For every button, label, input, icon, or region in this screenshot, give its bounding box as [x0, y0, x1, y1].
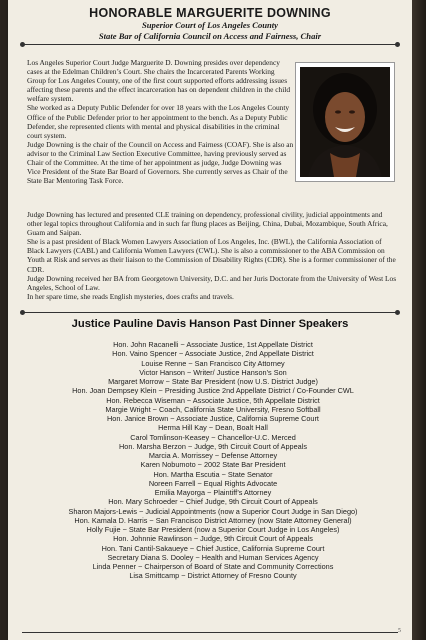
speaker-entry: Herma Hill Kay ~ Dean, Boalt Hall [158, 423, 268, 433]
page-edge-shadow [412, 0, 426, 640]
bio-paragraph: Judge Downing has lectured and presented CLE training on dependency, professional civility, judicial appointments and other legal topics throughout California and in such far flung places as Beijing, China, Dubai, Mozambique, South Africa, Guam and Saipan. [27, 210, 388, 238]
bio-paragraph: She worked as a Deputy Public Defender for over 18 years with the Los Angeles County Office of the Public Defender prior to her appointment to the bench. As a Deputy Public Defender, she represented clients with mental and physical disabilities in the criminal court system. [27, 103, 290, 140]
program-page [8, 0, 412, 640]
speaker-entry: Victor Hanson ~ Writer/ Justice Hanson’s Son [139, 367, 287, 377]
speakers-list [18, 340, 408, 581]
honoree-council: State Bar of California Council on Access and Fairness, Chair [98, 31, 322, 41]
speaker-entry: Louise Renne ~ San Francisco City Attorney [141, 358, 285, 368]
speaker-entry: Marcia A. Morrissey ~ Defense Attorney [148, 451, 278, 460]
bio-paragraph: Judge Downing received her BA from Georgetown University, D.C. and her Juris Doctorate from the University of West Los Angeles, School of Law. [27, 273, 397, 292]
speaker-entry: Hon. Rebecca Wiseman ~ Associate Justice, 5th Appellate District [106, 395, 320, 405]
speaker-entry: Hon. Johnnie Rawlinson ~ Judge, 9th Circuit Court of Appeals [113, 534, 313, 544]
bio-paragraph: Judge Downing is the chair of the Council on Access and Fairness (COAF). She is also an advisor to the Criminal Law Section Executive Committee, having previously served as Chair of the Committee. At the time of her appointment as judge, Judge Downing was Vice President of the State Bar Board of Governors. She currently serves as Chair of the State Bar Mentoring Task Force. [27, 139, 294, 186]
speaker-entry: Margie Wright ~ Coach, California State University, Fresno Softball [105, 404, 321, 414]
speaker-entry: Sharon Majors-Lewis ~ Judicial Appointments (now a Superior Court Judge in San Diego) [68, 506, 358, 516]
bio-wide-column [27, 210, 399, 301]
speaker-entry: Hon. Janice Brown ~ Associate Justice, California Supreme Court [107, 414, 319, 423]
speaker-entry: Secretary Diana S. Dooley ~ Health and Human Services Agency [107, 552, 319, 562]
section-divider [22, 312, 398, 313]
speaker-entry: Lisa Smittcamp ~ District Attorney of Fresno County [129, 571, 297, 581]
bio-paragraph: Los Angeles Superior Court Judge Marguerite D. Downing presides over dependency cases at the Edelman Children’s Court. She chairs the Incarcerated Parents Working Group for Los Angeles County, one of the first court supported efforts addressing issues affecting these parents and the effect incarceration has on dependent children in the child welfare system. [27, 58, 291, 104]
speakers-title: Justice Pauline Davis Hanson Past Dinner Speakers [71, 318, 349, 330]
honoree-header [8, 6, 412, 42]
speaker-entry: Hon. Vaino Spencer ~ Associate Justice, 2nd Appellate District [112, 349, 314, 359]
header-divider [22, 44, 398, 45]
speaker-entry: Hon. Tani Cantil-Sakaueye ~ Chief Justice, California Supreme Court [101, 543, 325, 553]
speaker-entry: Hon. Mary Schroeder ~ Chief Judge, 9th Circuit Court of Appeals [108, 497, 318, 507]
honoree-photo-frame [295, 62, 395, 182]
page-number: 5 [398, 628, 401, 634]
bio-paragraph: She is a past president of Black Women Lawyers Association of Los Angeles, Inc. (BWL), the California Association of Black Lawyers (CABL) and California Women Lawyers (CWL). She is also a commissioner to the ABA Commission on Youth at Risk and serves as their liaison to the Commission of Disability Rights (CDR). She is a former commissioner of the CDR. [27, 237, 396, 274]
speaker-entry: Carol Tomlinson-Keasey ~ Chancellor-U.C. Merced [130, 432, 296, 442]
speaker-entry: Hon. John Racanelli ~ Associate Justice, 1st Appellate District [113, 340, 313, 349]
speaker-entry: Linda Penner ~ Chairperson of Board of State and Community Corrections [92, 562, 334, 571]
speaker-entry: Karen Nobumoto ~ 2002 State Bar President [140, 460, 286, 470]
honoree-photo [300, 67, 390, 177]
speaker-entry: Emilia Mayorga ~ Plaintiff’s Attorney [154, 488, 272, 497]
speaker-entry: Hon. Marsha Berzon ~ Judge, 9th Circuit Court of Appeals [119, 441, 307, 451]
bio-column [27, 58, 295, 185]
speaker-entry: Noreen Farrell ~ Equal Rights Advocate [148, 478, 278, 488]
footer-divider [22, 632, 398, 633]
honoree-court: Superior Court of Los Angeles County [141, 20, 278, 30]
bio-paragraph: In her spare time, she reads English mysteries, does crafts and travels. [27, 291, 234, 301]
speaker-entry: Hon. Joan Dempsey Klein ~ Presiding Justice 2nd Appellate District / Co-Founder CWL [72, 386, 354, 396]
speaker-entry: Hon. Kamala D. Harris ~ San Francisco District Attorney (now State Attorney General) [74, 515, 352, 525]
portrait-image [300, 67, 390, 177]
honoree-name: HONORABLE MARGUERITE DOWNING [89, 6, 331, 20]
speaker-entry: Hon. Martha Escutia ~ State Senator [153, 469, 273, 479]
speaker-entry: Margaret Morrow ~ State Bar President (now U.S. District Judge) [108, 377, 318, 386]
speaker-entry: Holly Fujie ~ State Bar President (now a Superior Court Judge in Los Angeles) [86, 525, 340, 534]
